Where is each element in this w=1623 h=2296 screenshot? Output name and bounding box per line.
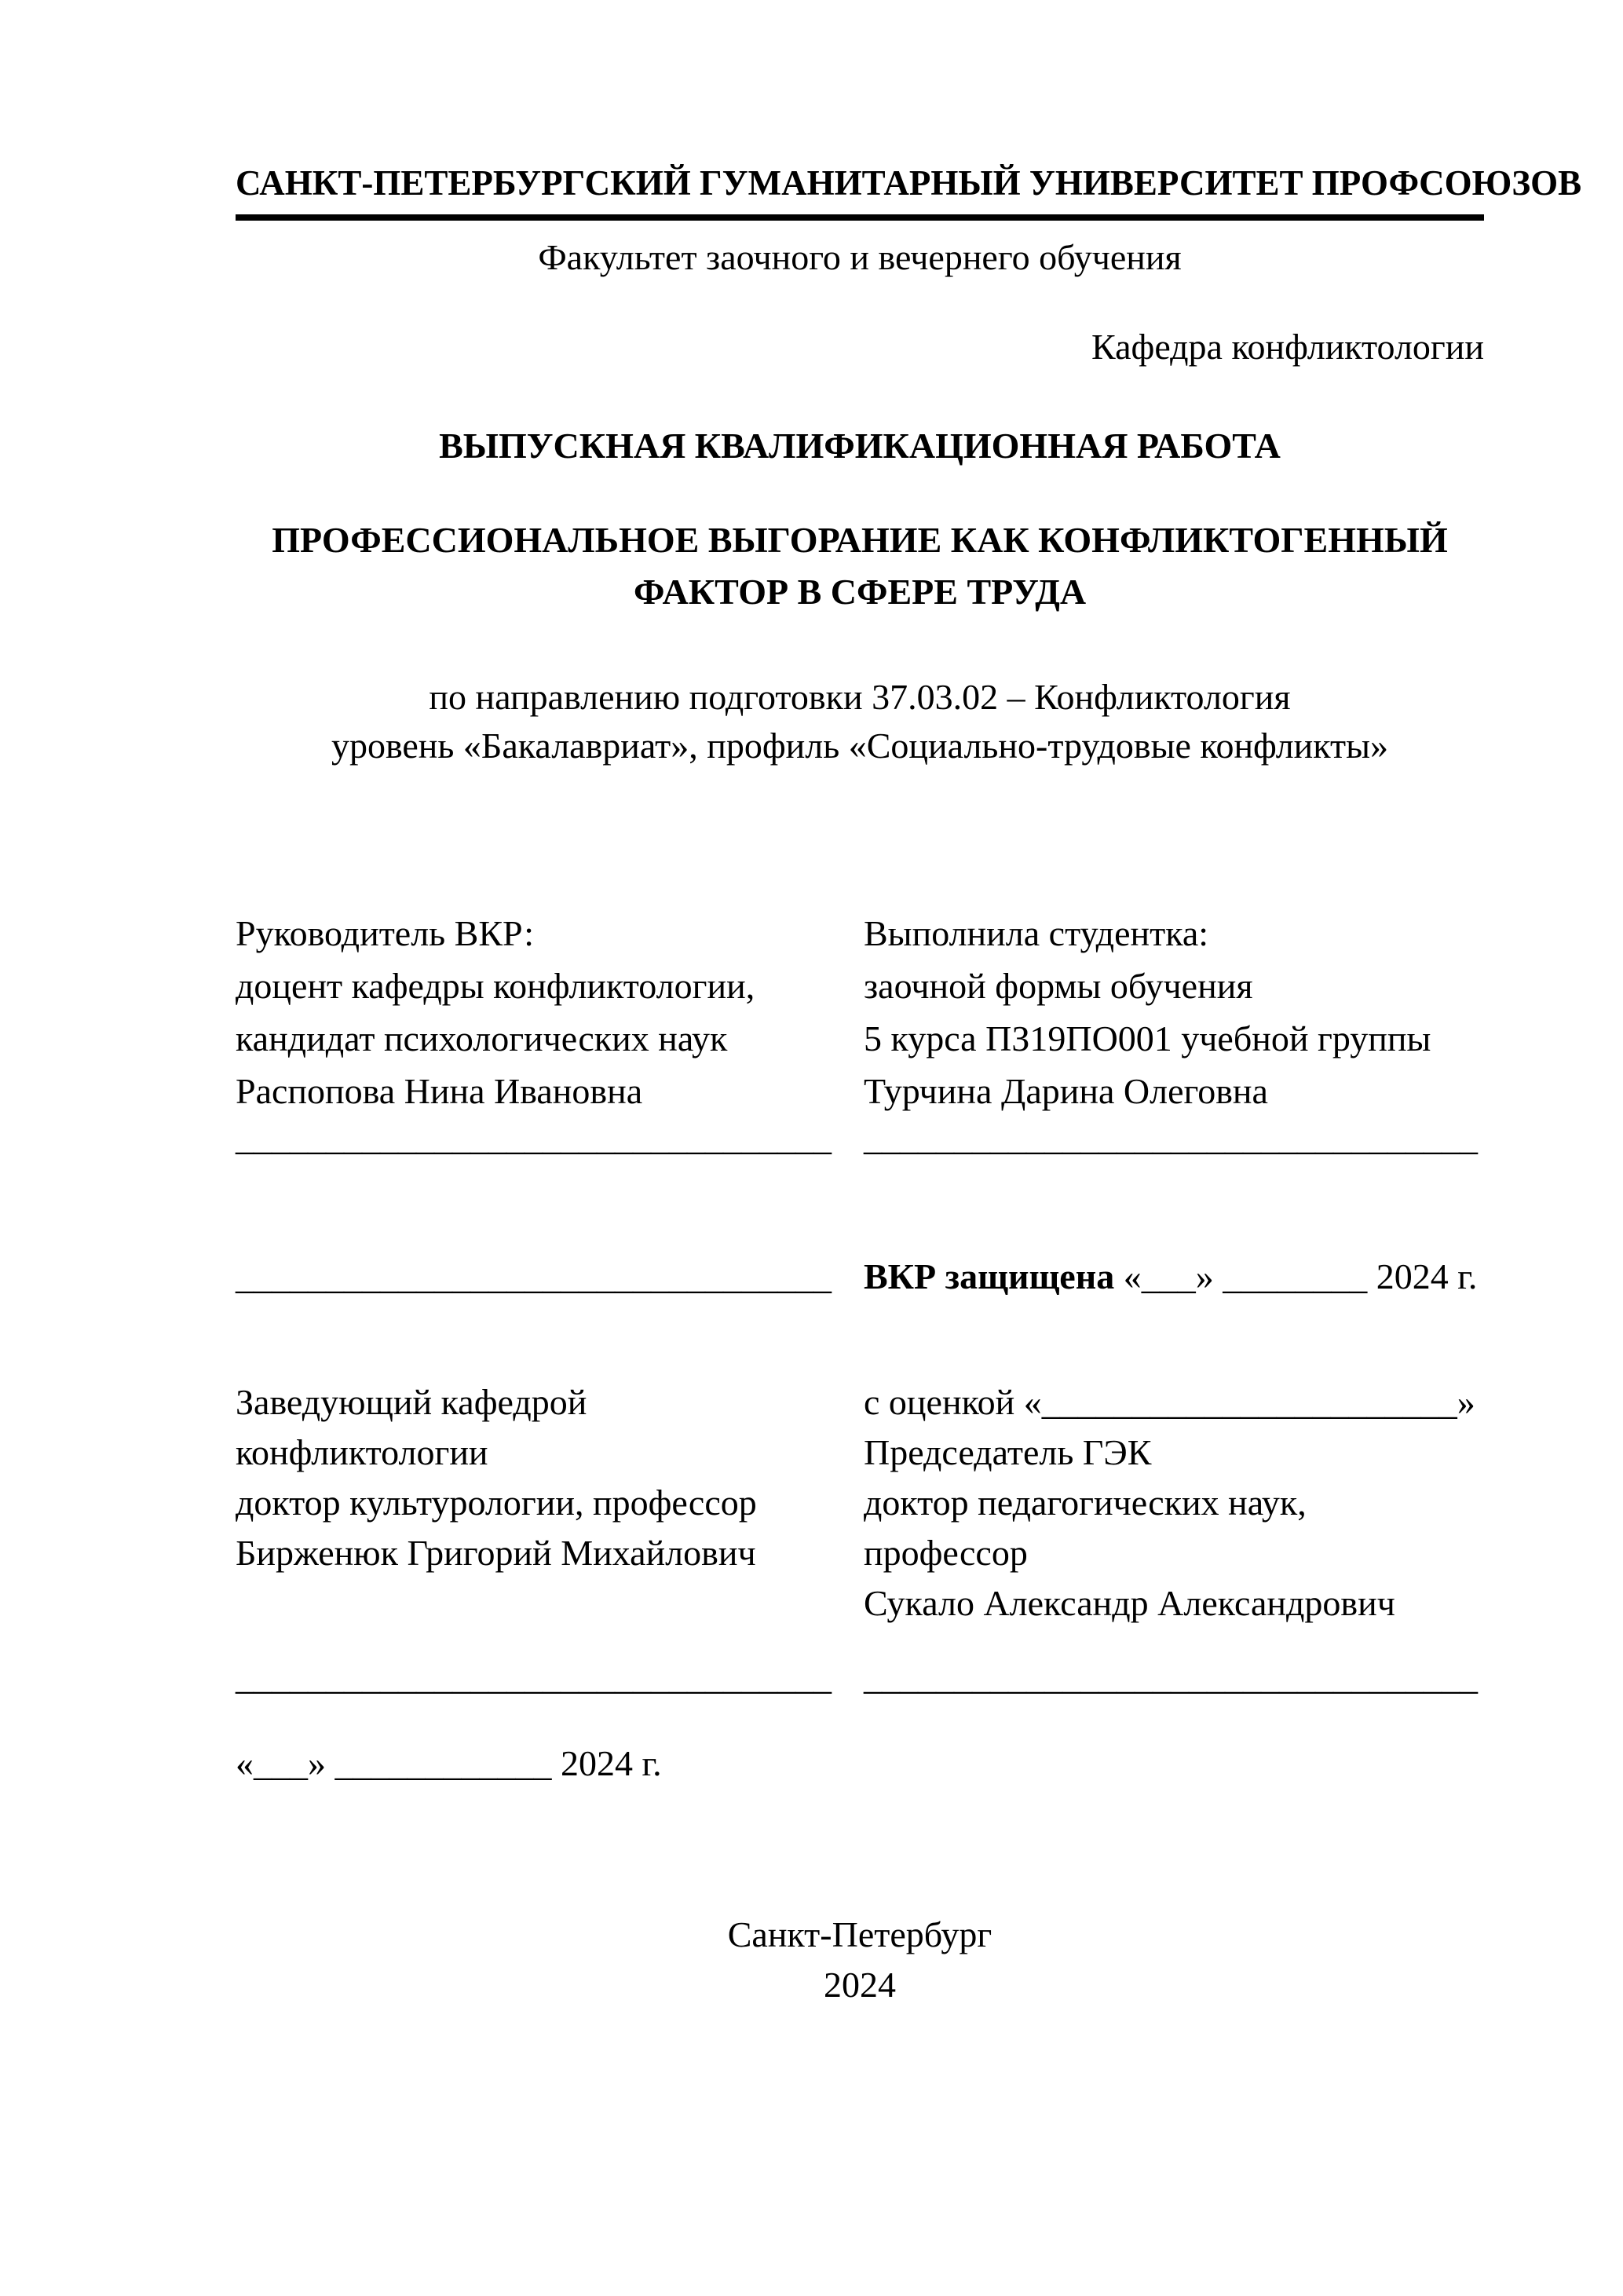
student-name: Турчина Дарина Олеговна [864,1071,1268,1111]
department-line: Кафедра конфликтологии [1091,327,1484,367]
supervisor-name: Распопова Нина Ивановна [236,1071,643,1111]
year: 2024 [824,1965,896,2005]
thesis-title-line2: ФАКТОР В СФЕРЕ ТРУДА [633,572,1087,612]
program-direction: по направлению подготовки 37.03.02 – Конфликтология [429,677,1291,717]
city-year-block [236,1910,1484,2010]
work-type-heading: ВЫПУСКНАЯ КВАЛИФИКАЦИОННАЯ РАБОТА [439,426,1281,466]
defense-label: ВКР защищена [864,1256,1115,1296]
committee-signature-line: __________________________________ [864,1657,1478,1697]
people-row-1 [236,907,1484,1164]
head-name: Бирженюк Григорий Михайлович [236,1533,756,1573]
defense-signature-line: _________________________________ [236,1256,832,1296]
head-title-line2: конфликтологии [236,1432,488,1472]
supervisor-signature-line: _________________________________ [236,1117,832,1157]
head-signature-line: _________________________________ [236,1657,832,1697]
student-signature-line: __________________________________ [864,1117,1478,1157]
student-label: Выполнила студентка: [864,913,1209,953]
thesis-title-line1: ПРОФЕССИОНАЛЬНОЕ ВЫГОРАНИЕ КАК КОНФЛИКТОГЕННЫЙ [272,520,1448,560]
defense-row [236,1252,1484,1302]
committee-chair-name: Сукало Александр Александрович [864,1583,1395,1623]
supervisor-label: Руководитель ВКР: [236,913,535,953]
head-title-line1: Заведующий кафедрой [236,1382,587,1422]
grade-blank-line: с оценкой «_______________________» [864,1382,1475,1422]
defense-date-blank: «___» ________ 2024 г. [1114,1256,1478,1296]
program-profile: уровень «Бакалавриат», профиль «Социально-трудовые конфликты» [331,726,1389,766]
committee-chair-rank: профессор [864,1533,1028,1573]
date-line: «___» ____________ 2024 г. [236,1743,662,1783]
university-name: САНКТ-ПЕТЕРБУРГСКИЙ ГУМАНИТАРНЫЙ УНИВЕРСИТЕТ ПРОФСОЮЗОВ [236,161,1484,221]
committee-chair-label: Председатель ГЭК [864,1432,1152,1472]
supervisor-degree: кандидат психологических наук [236,1018,728,1058]
supervisor-position: доцент кафедры конфликтологии, [236,966,755,1006]
head-of-department-block [236,1377,864,1578]
defense-date-line [864,1252,1484,1302]
signature-row-2 [236,1652,1484,1702]
student-group: 5 курса ПЗ19ПО001 учебной группы [864,1018,1431,1058]
committee-block [864,1377,1484,1629]
supervisor-block [236,907,864,1164]
program-block [236,673,1484,770]
student-block [864,907,1484,1164]
city: Санкт-Петербург [727,1914,992,1954]
people-row-2 [236,1377,1484,1629]
student-study-form: заочной формы обучения [864,966,1253,1006]
committee-chair-degree: доктор педагогических наук, [864,1483,1307,1523]
thesis-title [236,514,1484,618]
faculty-line: Факультет заочного и вечернего обучения [538,237,1182,277]
head-degree: доктор культурологии, профессор [236,1483,757,1523]
